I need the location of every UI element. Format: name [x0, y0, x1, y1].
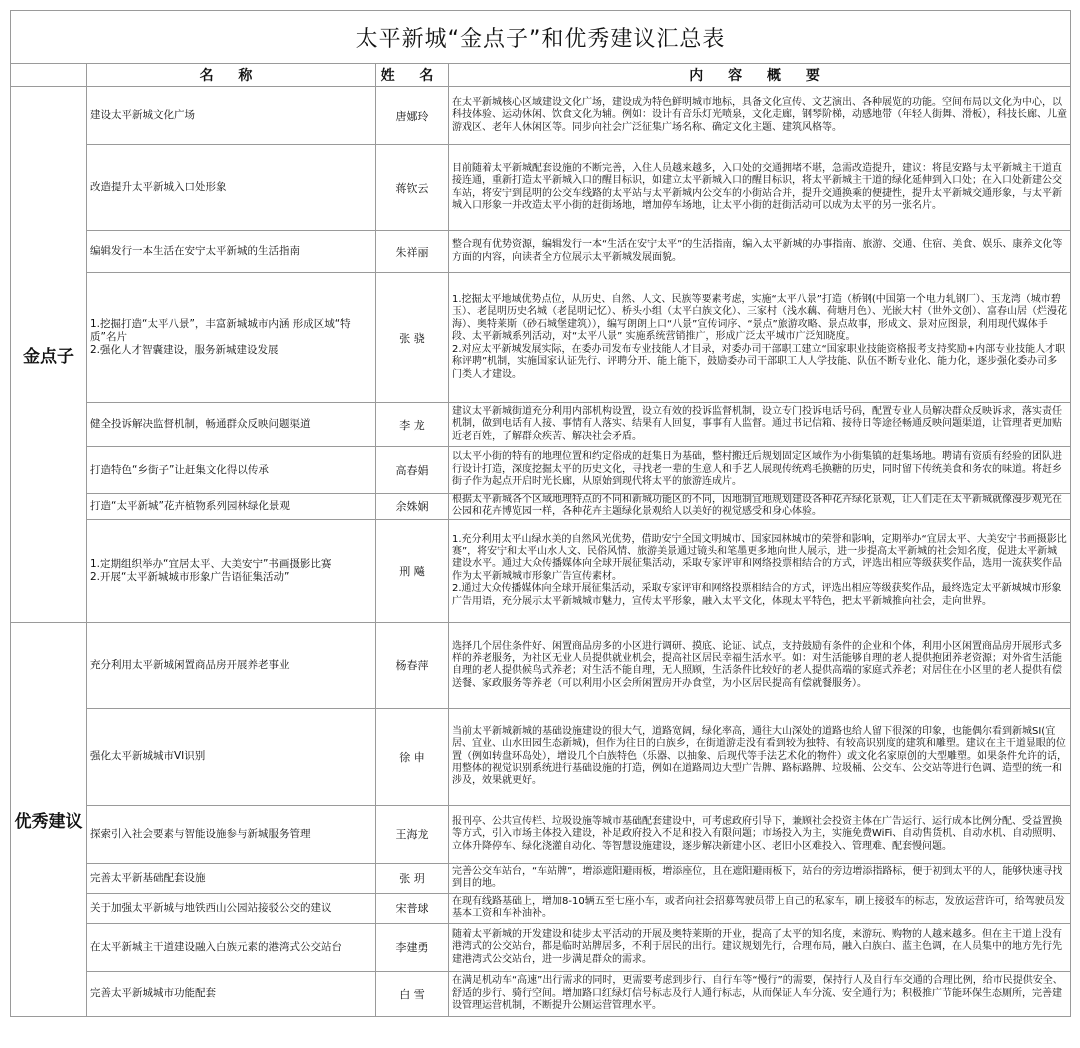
summary-table: [10, 10, 1071, 1017]
content-summary: 在现有线路基础上，增加8-10辆五至七座小车，或者向社会招募驾驶员带上自己的私家车，刷上接驳车的标志，发放运营许可，给驾驶员发基本工资和车补油补。: [449, 893, 1071, 923]
table-row: [11, 145, 1071, 231]
author-name: 刑 飚: [376, 519, 449, 622]
author-name: 唐娜玲: [376, 87, 449, 145]
table-row: [11, 805, 1071, 863]
table-row: [11, 519, 1071, 622]
suggestion-name: 改造提升太平新城入口处形象: [87, 145, 376, 231]
suggestion-name: 打造“太平新城”花卉植物系列园林绿化景观: [87, 494, 376, 520]
content-summary: 建议太平新城街道充分利用内部机构设置，设立有效的投诉监督机制，设立专门投诉电话号码，配置专业人员解决群众反映诉求，落实责任机制，做到电话有人接、事情有人落实、结果有人回复，事事有人监督。通过书记信箱、接待日等途径畅通反映问题渠道，让管理者更加贴近老百姓，了解群众疾苦、解决社会矛盾。: [449, 403, 1071, 447]
table-row: [11, 863, 1071, 893]
sheet-title: 太平新城“金点子”和优秀建议汇总表: [11, 11, 1071, 64]
content-summary: 在太平新城核心区域建设文化广场，建设成为特色鲜明城市地标，具备文化宣传、文艺演出、各种展览的功能。空间布局以文化为中心，以科技体验、运动休闲、饮食文化为辅。例如：设计有音乐灯光喷泉，文化走廊，钢琴阶梯，动感地带（年轻人街舞、滑板），科技长廊、儿童游戏区、老年人休闲区等。同步向社会广泛征集广场名称、确定文化主题、建筑风格等。: [449, 87, 1071, 145]
header-name: 名 称: [87, 64, 376, 87]
suggestion-name: 完善太平新基础配套设施: [87, 863, 376, 893]
summary-sheet: [10, 10, 1070, 1017]
suggestion-name: 1.挖掘打造“太平八景”，丰富新城城市内涵 形成区域“特质”名片 2.强化人才智囊建设，服务新城建设发展: [87, 273, 376, 403]
content-summary: 根据太平新城各个区域地理特点的不同和新城功能区的不同，因地制宜地规划建设各种花卉绿化景观，让人们走在太平新城就像漫步观光在公园和花卉博览园一样，各种花卉主题绿化景观给人以美好的视觉感受和身心体验。: [449, 494, 1071, 520]
author-name: 王海龙: [376, 805, 449, 863]
table-row: [11, 622, 1071, 708]
header-category-cell: [11, 64, 87, 87]
table-row: [11, 893, 1071, 923]
suggestion-name: 在太平新城主干道建设融入白族元素的港湾式公交站台: [87, 923, 376, 971]
author-name: 张 玥: [376, 863, 449, 893]
author-name: 李建勇: [376, 923, 449, 971]
author-name: 蒋钦云: [376, 145, 449, 231]
table-row: [11, 494, 1071, 520]
content-summary: 1.充分利用太平山绿水美的自然风光优势，借助安宁全国文明城市、国家园林城市的荣誉和影响，定期举办“宜居太平、大美安宁书画摄影比赛”，将安宁和太平山水人文、民俗风情、旅游美景通过镜头和笔墨更多地向世人展示，进一步提高太平新城的社会知名度，促进太平新城建设水平。通过大众传播媒体向全球开展征集活动，采取专家评审和网络投票相结合的方式，评选出相应等级获奖作品，选用一流获奖作品作为太平新城城市形象广告宣传素材。 2.通过大众传播媒体向全球开展征集活动，采取专家评审和网络投票相结合的方式，评选出相应等级获奖作品，最终选定太平新城城市形象广告用语，充分展示太平新城城市魅力，宣传太平形象，融入太平文化，体现太平特色，把太平新城推向社会，走向世界。: [449, 519, 1071, 622]
suggestion-name: 建设太平新城文化广场: [87, 87, 376, 145]
content-summary: 目前随着太平新城配套设施的不断完善，入住人员越来越多，入口处的交通拥堵不堪，急需改造提升，建议：将昆安路与太平新城主干道直接连通，重新打造太平新城入口的醒目标识，如建立太平新城入口的醒目标识，将太平新城主干道的绿化延伸到入口处；在入口处新建公交车站，将安宁到昆明的公交车线路的太平站与太平新城内公交车的小街站合并，提升交通换乘的便捷性，提升太平新城交通形象，与太平新城入口形象一并改造太平小街的赶街场地，增加停车场地，让太平小街的赶街活动可以成为太平的另一张名片。: [449, 145, 1071, 231]
header-row: [11, 64, 1071, 87]
table-row: [11, 403, 1071, 447]
content-summary: 以太平小街的特有的地理位置和约定俗成的赶集日为基础，整村搬迁后规划固定区域作为小街集镇的赶集场地。聘请有资质有经验的团队进行设计打造，深度挖掘太平的历史文化，寻找老一辈的生意人和手艺人展现传统鸡毛换糖的历史，同时留下传统美食和务农的味道。将赶乡街子作为起点开启时光长廊，从原始到现代将太平的旅游连成片。: [449, 447, 1071, 494]
author-name: 高春娟: [376, 447, 449, 494]
header-content: 内 容 概 要: [449, 64, 1071, 87]
content-summary: 完善公交车站台，“车站牌”，增添遮阳避雨板，增添座位，且在遮阳避雨板下，站台的旁边增添指路标，便于初到太平的人，能够快速寻找到目的地。: [449, 863, 1071, 893]
header-person: 姓 名: [376, 64, 449, 87]
table-row: [11, 447, 1071, 494]
suggestion-name: 1.定期组织举办“宜居太平、大美安宁”书画摄影比赛 2.开展“太平新城城市形象广告语征集活动”: [87, 519, 376, 622]
table-row: [11, 971, 1071, 1016]
content-summary: 整合现有优势资源，编辑发行一本“生活在安宁太平”的生活指南，编入太平新城的办事指南、旅游、交通、住宿、美食、娱乐、康养文化等方面的内容，向读者全方位展示太平新城发展面貌。: [449, 231, 1071, 273]
table-row: [11, 923, 1071, 971]
suggestion-name: 强化太平新城城市VI识别: [87, 708, 376, 805]
author-name: 李 龙: [376, 403, 449, 447]
category-cell: 优秀建议: [11, 622, 87, 1016]
suggestion-name: 探索引入社会要素与智能设施参与新城服务管理: [87, 805, 376, 863]
suggestion-name: 编辑发行一本生活在安宁太平新城的生活指南: [87, 231, 376, 273]
table-row: [11, 231, 1071, 273]
content-summary: 随着太平新城的开发建设和徒步太平活动的开展及奥特莱斯的开业，提高了太平的知名度，来游玩、购物的人越来越多。但在主干道上没有港湾式的公交站台，都是临时站牌居多，不利于居民的出行。建议规划先行，合理布局，融入白族白、蓝主色调，在人员集中的地方先行先建港湾式公交站台，进一步满足群众的需求。: [449, 923, 1071, 971]
content-summary: 选择几个居住条件好、闲置商品房多的小区进行调研、摸底、论证、试点，支持鼓励有条件的企业和个体，利用小区闲置商品房开展形式多样的养老服务，为社区无业人员提供就业机会，提高社区居民幸福生活水平。如：对生活能够自理的老人提供抱团养老资源；对外省生活能自理的老人提供候鸟式养老；对生活不能自理，无人照顾，生活条件比较好的老人提供高端的家庭式养老；对居住在小区里的老人提供有偿送餐、家政服务等养老（可以利用小区会所闲置房开办食堂，为小区居民提高有偿就餐服务）。: [449, 622, 1071, 708]
suggestion-name: 打造特色“乡街子”让赶集文化得以传承: [87, 447, 376, 494]
author-name: 张 骁: [376, 273, 449, 403]
author-name: 朱祥丽: [376, 231, 449, 273]
author-name: 白 雪: [376, 971, 449, 1016]
category-cell: 金点子: [11, 87, 87, 623]
table-row: [11, 708, 1071, 805]
table-row: [11, 87, 1071, 145]
suggestion-name: 关于加强太平新城与地铁西山公园站接驳公交的建议: [87, 893, 376, 923]
content-summary: 当前太平新城新城的基础设施建设的很大气，道路宽阔，绿化率高，通往大山深处的道路也给人留下很深的印象，也能偶尔看到新城SI(宜居、宜业、山水田园生态新城)，但作为往日的白族乡，在街道游走没有看到较为独特、有较高识别度的建筑和雕塑。建议在主干道显眼的位置（例如转盘环岛处），增设几个白族特色（乐器、以抽象、后现代等手法艺术化的物件）或文化名家原创的大型雕塑。如果条件允许的话，用整体的视觉识别系统进行基础设施的打造，例如在道路周边大型广告牌、路标路牌、垃圾桶、公交车、公交站等进行色调、造型的统一和涉及，效果就更好。: [449, 708, 1071, 805]
content-summary: 在满足机动车“高速”出行需求的同时，更需要考虑到步行、自行车等“慢行”的需要，保持行人及自行车交通的合理比例，给市民提供安全、舒适的步行、骑行空间。增加路口红绿灯信号标志及行人通行标志，从而保证人车分流、安全通行为；积极推广节能环保生态厕所，完善建设管理运营机制，不断提升公厕运营管理水平。: [449, 971, 1071, 1016]
author-name: 宋普球: [376, 893, 449, 923]
content-summary: 1.挖掘太平地域优势点位，从历史、自然、人文、民族等要素考虑，实施“太平八景”打造（桥钢(中国第一个电力轧钢厂）、玉龙湾（城市碧玉）、老昆明历史名城（老昆明记忆）、桥头小组（太平白族文化）、三家村（浅水藕、荷塘月色）、光嵌大村（世外文创）、富春山居（烂漫花海）、奥特莱斯（砂石城堡建筑）），编写朗朗上口“八景”宣传词序、“景点”旅游攻略、景点故事，形成文、景对应图景，利用现代媒体手段、太平新城系列活动，对“太平八景” 实施系统营销推广，形成广泛太平城市广泛知晓度。 2.对应太平新城发展实际，在委办司发布专业技能人才目录，对委办司干部职工建立“国家职业技能资格报考支持奖励+内部专业技能人才职称评聘”机制，实施国家认证先行、评聘分开、能上能下，鼓励委办司干部职工人人学技能、队伍不断专业化、能力化，逐步强化委办司多门类人才建设。: [449, 273, 1071, 403]
table-row: [11, 273, 1071, 403]
author-name: 徐 申: [376, 708, 449, 805]
author-name: 杨春萍: [376, 622, 449, 708]
suggestion-name: 充分利用太平新城闲置商品房开展养老事业: [87, 622, 376, 708]
suggestion-name: 健全投诉解决监督机制，畅通群众反映问题渠道: [87, 403, 376, 447]
author-name: 余姝娴: [376, 494, 449, 520]
content-summary: 报刊亭、公共宣传栏、垃圾设施等城市基础配套建设中，可考虑政府引导下，兼顾社会投资主体在广告运行、运行成本比例分配、受益置换等方式，引入市场主体投入建设，补足政府投入不足和投入有限问题；市场投入为主，实施免费WiFi、自动售货机、自动水机、自动照明、立体升降停车、绿化浇灌自动化、等智慧设施建设，逐步解决新建小区、老旧小区难投入、管理难、配套慢问题。: [449, 805, 1071, 863]
suggestion-name: 完善太平新城城市功能配套: [87, 971, 376, 1016]
